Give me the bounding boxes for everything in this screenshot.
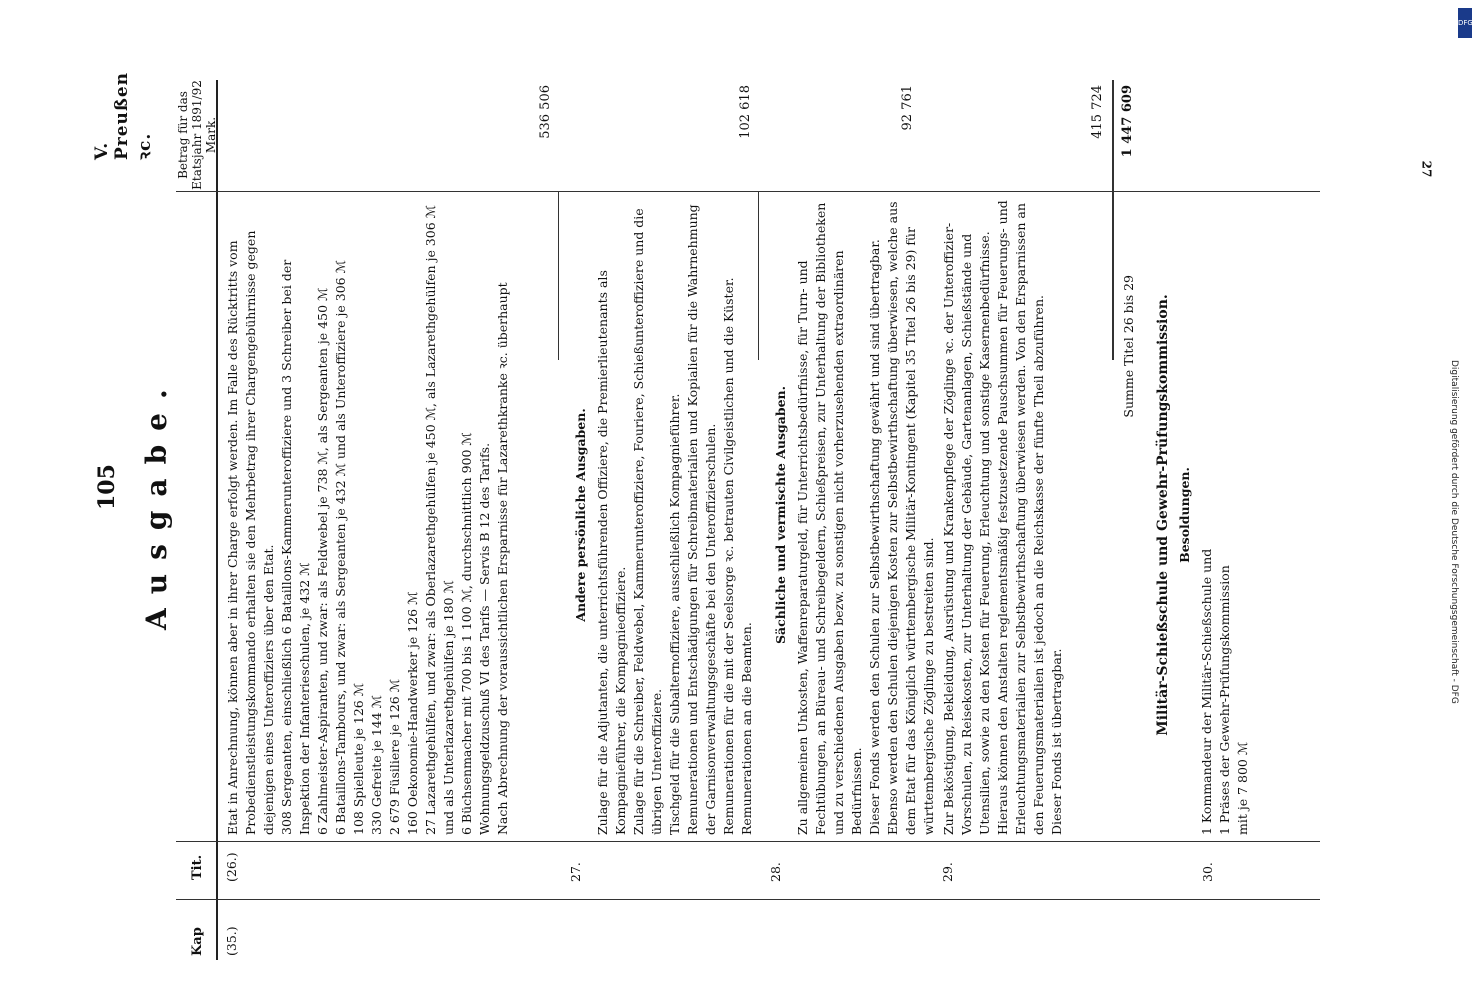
text-line: Zulage für die Adjutanten, die unterrichtsführenden Offiziere, die Premierlieutenants als Kompagnieführer, die Kompagnieoffiziere. — [595, 270, 628, 835]
sum-rule — [1112, 80, 1114, 360]
page-header — [80, 71, 180, 960]
header-rule — [216, 80, 218, 960]
text-line: Wohnungsgeldzuschuß VI des Tarifs — Servis B 12 des Tarifs. — [477, 442, 492, 835]
text-line: Zulage für die Schreiber, Feldwebel, Kammerunteroffiziere, Fouriere, Schießunteroffiziere und die übrigen Unteroffiziere. — [631, 208, 664, 835]
text-line: mit je 7 800 ℳ — [1235, 741, 1250, 835]
row-kap: (35.) — [224, 926, 239, 956]
column-header-kap: Kap — [190, 927, 205, 956]
text-line: 27 Lazarethgehülfen, und zwar: als Oberlazarethgehülfen je 450 ℳ, als Lazarethgehülfen je 306 ℳ und als Unterlazarethgehülfen je 180 ℳ — [423, 204, 456, 835]
betrag-label: Betrag für das Etatsjahr 1891/92 — [176, 80, 204, 190]
text-line: 108 Spielleute je 126 ℳ — [351, 682, 366, 835]
text-line: Dieser Fonds werden den Schulen zur Selbstbewirthschaftung gewährt und sind übertragbar. — [867, 239, 882, 835]
column-rule-kap — [176, 899, 1320, 900]
amount-r3: 92 761 — [900, 85, 915, 131]
sum-amount: 1 447 609 — [1120, 85, 1135, 158]
text-line: Tischgeld für die Subalternoffiziere, ausschließlich Kompagnieführer. — [667, 393, 682, 835]
sum-label: Summe Titel 26 bis 29 — [1121, 275, 1136, 418]
text-line: 330 Gefreite je 144 ℳ — [369, 694, 384, 835]
amount-r2: 102 618 — [738, 85, 753, 139]
text-line: Dieser Fonds ist übertragbar. — [1049, 648, 1064, 835]
column-header-betrag — [176, 80, 218, 190]
row-text-r4 — [940, 195, 1066, 835]
amount-r1: 536 506 — [538, 85, 553, 139]
row-text-r1 — [224, 195, 512, 835]
column-rule-betrag — [176, 191, 1320, 192]
row-text-r5 — [1150, 195, 1252, 835]
row-text-r2 — [568, 195, 756, 835]
text-line: Remunerationen und Entschädigungen für Schreibmaterialien und Kopialien für die Wahrnehmung der Garnisonverwaltungsgeschäfte bei den Unteroffizierschulen. — [685, 204, 718, 835]
text-line: Hieraus können den Anstalten reglementsmäßig festzusetzende Pauschsummen für Feuerungs- und Erleuchtungsmaterialien zur Selbstbewirthschaftung überwiesen werden. Von den Ersparnissen an den Feuerungsmaterialien ist jedoch an die Reichskasse der fünfte Theil abzuführen. — [995, 200, 1046, 835]
subtotal-rule — [758, 192, 759, 360]
text-line: Remunerationen für die mit der Seelsorge ꝛc. betrauten Civilgeistlichen und die Küster. — [721, 277, 736, 835]
row-tit: 29. — [940, 862, 955, 882]
text-line: 6 Zahlmeister-Aspiranten, und zwar: als Feldwebel je 738 ℳ, als Sergeanten je 450 ℳ — [315, 287, 330, 835]
row-tit: 28. — [768, 862, 783, 882]
row-text-r3 — [768, 195, 938, 835]
text-line: Etat in Anrechnung, können aber in ihrer Charge erfolgt werden. Im Falle des Rücktritts vom Probedienstleistungskommando erhalten sie den Mehrbetrag ihrer Chargengebührnisse gegen diejenigen eines Unteroffiziers über den Etat. — [225, 230, 276, 835]
text-line: 308 Sergeanten, einschließlich 6 Bataillons-Kammerunteroffiziere und 3 Schreiber bei der Inspektion der Infanterieschulen, je 432 ℳ — [279, 259, 312, 835]
section-subtitle: Besoldungen. — [1177, 467, 1192, 563]
section-title: Andere persönliche Ausgaben. — [573, 408, 588, 622]
text-line: 1 Kommandeur der Militär-Schießschule und — [1199, 548, 1214, 835]
amount-r4: 415 724 — [1090, 85, 1105, 139]
section-title: Sächliche und vermischte Ausgaben. — [773, 386, 788, 644]
column-rule-tit — [176, 841, 1320, 842]
subtotal-rule — [558, 192, 559, 360]
running-head: V. Preußen ꝛc. — [92, 71, 155, 160]
dfg-logo-icon: DFG — [1458, 8, 1472, 38]
bottom-page-number: 27 — [1419, 160, 1434, 178]
digitization-credit — [1445, 360, 1459, 860]
text-line: 6 Bataillons-Tambours, und zwar: als Sergeanten je 432 ℳ und als Unteroffiziere je 306 ℳ — [333, 260, 348, 835]
text-line: Zu allgemeinen Unkosten, Waffenreparaturgeld, für Unterrichtsbedürfnisse, für Turn- und Fechtübungen, an Büreau- und Schreibegeldern, Schießpreisen, zur Unterhaltung der Bibliotheken und zu verschiedenen Ausgaben bezw. zu sonstigen nicht vorherzusehenden extraordinären Bedürfnissen. — [795, 202, 864, 835]
section-title: Militär-Schießschule und Gewehr-Prüfungskommission. — [1155, 294, 1171, 736]
text-line: Ebenso werden den Schulen diejenigen Kosten zur Selbstbewirthschaftung überwiesen, welche aus dem Etat für das Königlich württembergische Militär-Kontingent (Kapitel 35 Titel 26 bis 29) für württembergische Zöglinge zu bestreiten sind. — [885, 201, 936, 835]
page-number: 105 — [94, 464, 120, 510]
text-line: Nach Abrechnung der voraussichtlichen Ersparnisse für Lazarethkranke ꝛc. überhaupt — [495, 282, 510, 835]
row-tit: 27. — [568, 862, 583, 882]
text-line: Remunerationen an die Beamten. — [739, 622, 754, 835]
digitization-credit-text: Digitalisierung gefördert durch die Deutsche Forschungsgemeinschaft - DFG — [1449, 360, 1459, 704]
text-line: Zur Beköstigung, Bekleidung, Ausrüstung und Krankenpflege der Zöglinge ꝛc. der Unteroffizier-Vorschulen, zu Reisekosten, zur Unterhaltung der Gebäude, Gartenanlagen, Schießstände und Utensilien, sowie zu den Kosten für Feuerung, Erleuchtung und sonstige Kasernenbedürfnisse. — [941, 222, 992, 835]
rotated-content — [80, 71, 1320, 960]
text-line: 1 Präses der Gewehr-Prüfungskommission — [1217, 565, 1232, 835]
row-tit: (26.) — [224, 852, 239, 882]
column-header-tit: Tit. — [190, 854, 205, 880]
row-tit: 30. — [1200, 862, 1215, 882]
mark-label: Mark. — [204, 116, 218, 154]
page-heading: Ausgabe. — [140, 375, 173, 630]
text-line: 2 679 Füsiliere je 126 ℳ — [387, 678, 402, 835]
text-line: 6 Büchsenmacher mit 700 bis 1 100 ℳ, durchschnittlich 900 ℳ — [459, 432, 474, 835]
text-line: 160 Oekonomie-Handwerker je 126 ℳ — [405, 591, 420, 835]
